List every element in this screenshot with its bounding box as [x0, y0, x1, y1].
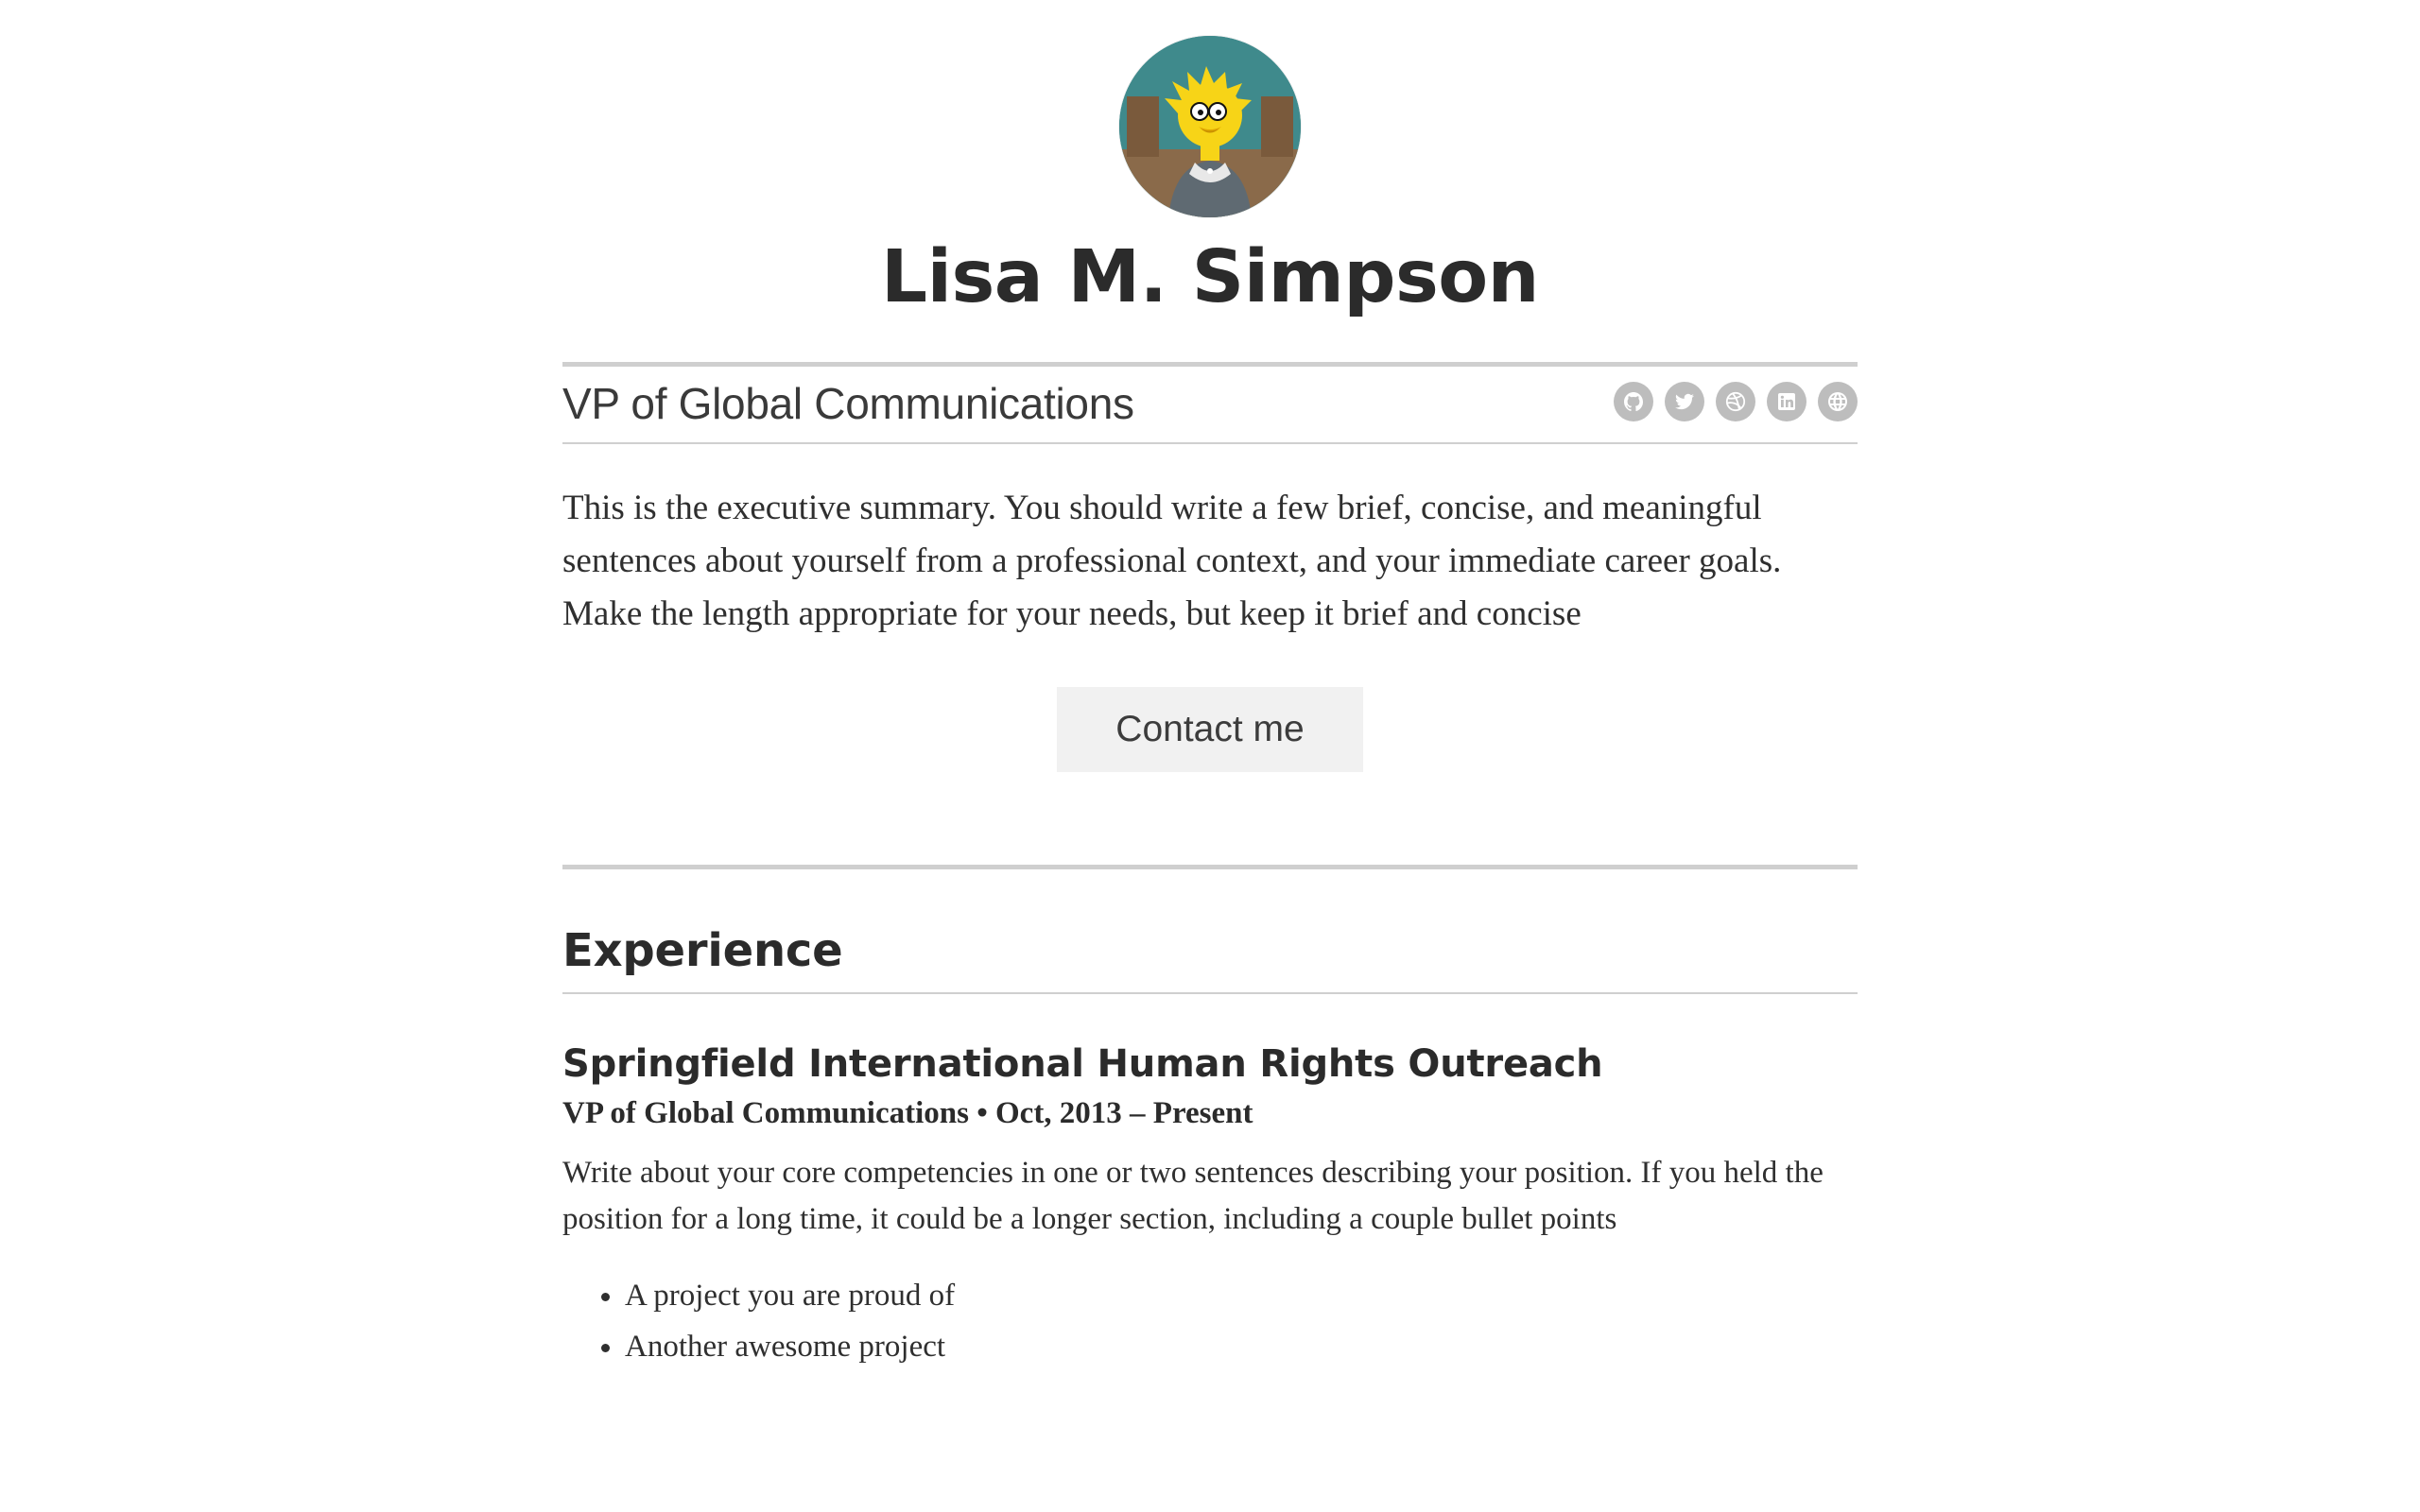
- experience-heading: Experience: [562, 907, 1858, 994]
- avatar: [1119, 36, 1301, 217]
- list-item: • A project you are proud of: [625, 1274, 1858, 1319]
- contact-me-button[interactable]: Contact me: [1057, 687, 1362, 773]
- experience-section: [562, 865, 1858, 1369]
- job-title: VP of Global Communications: [562, 378, 1134, 428]
- experience-item: [562, 1041, 1858, 1369]
- executive-summary: This is the executive summary. You should write a few brief, concise, and meaningful sentences about yourself from a professional context, and your immediate career goals. Make the length appropriate for your needs, but keep it brief and concise: [562, 488, 1782, 634]
- resume-container: [562, 0, 1858, 1370]
- github-glyph: [1622, 390, 1645, 413]
- twitter-icon[interactable]: [1665, 382, 1704, 421]
- linkedin-glyph: [1775, 390, 1798, 413]
- list-item: • Another awesome project: [625, 1325, 1858, 1370]
- experience-organization: Springfield International Human Rights Outreach: [562, 1042, 1603, 1087]
- page-title: Lisa M. Simpson: [881, 235, 1539, 319]
- website-icon[interactable]: [1818, 382, 1858, 421]
- twitter-glyph: [1673, 390, 1696, 413]
- avatar-image: [1119, 36, 1301, 217]
- experience-meta: VP of Global Communications • Oct, 2013 – Present: [562, 1096, 1253, 1131]
- section-divider-top: [562, 865, 1858, 869]
- dribbble-glyph: [1724, 390, 1747, 413]
- globe-glyph: [1826, 390, 1849, 413]
- title-row: [562, 367, 1858, 444]
- experience-bullets: [562, 1274, 1858, 1370]
- linkedin-icon[interactable]: [1767, 382, 1806, 421]
- contact-button-wrap: [562, 687, 1858, 773]
- social-links: [1614, 382, 1858, 425]
- avatar-wrap: [562, 36, 1858, 217]
- github-icon[interactable]: [1614, 382, 1653, 421]
- experience-description: Write about your core competencies in one or two sentences describing your position. If you held the position for a long time, it could be a longer section, including a couple bullet points: [562, 1156, 1824, 1237]
- dribbble-icon[interactable]: [1716, 382, 1755, 421]
